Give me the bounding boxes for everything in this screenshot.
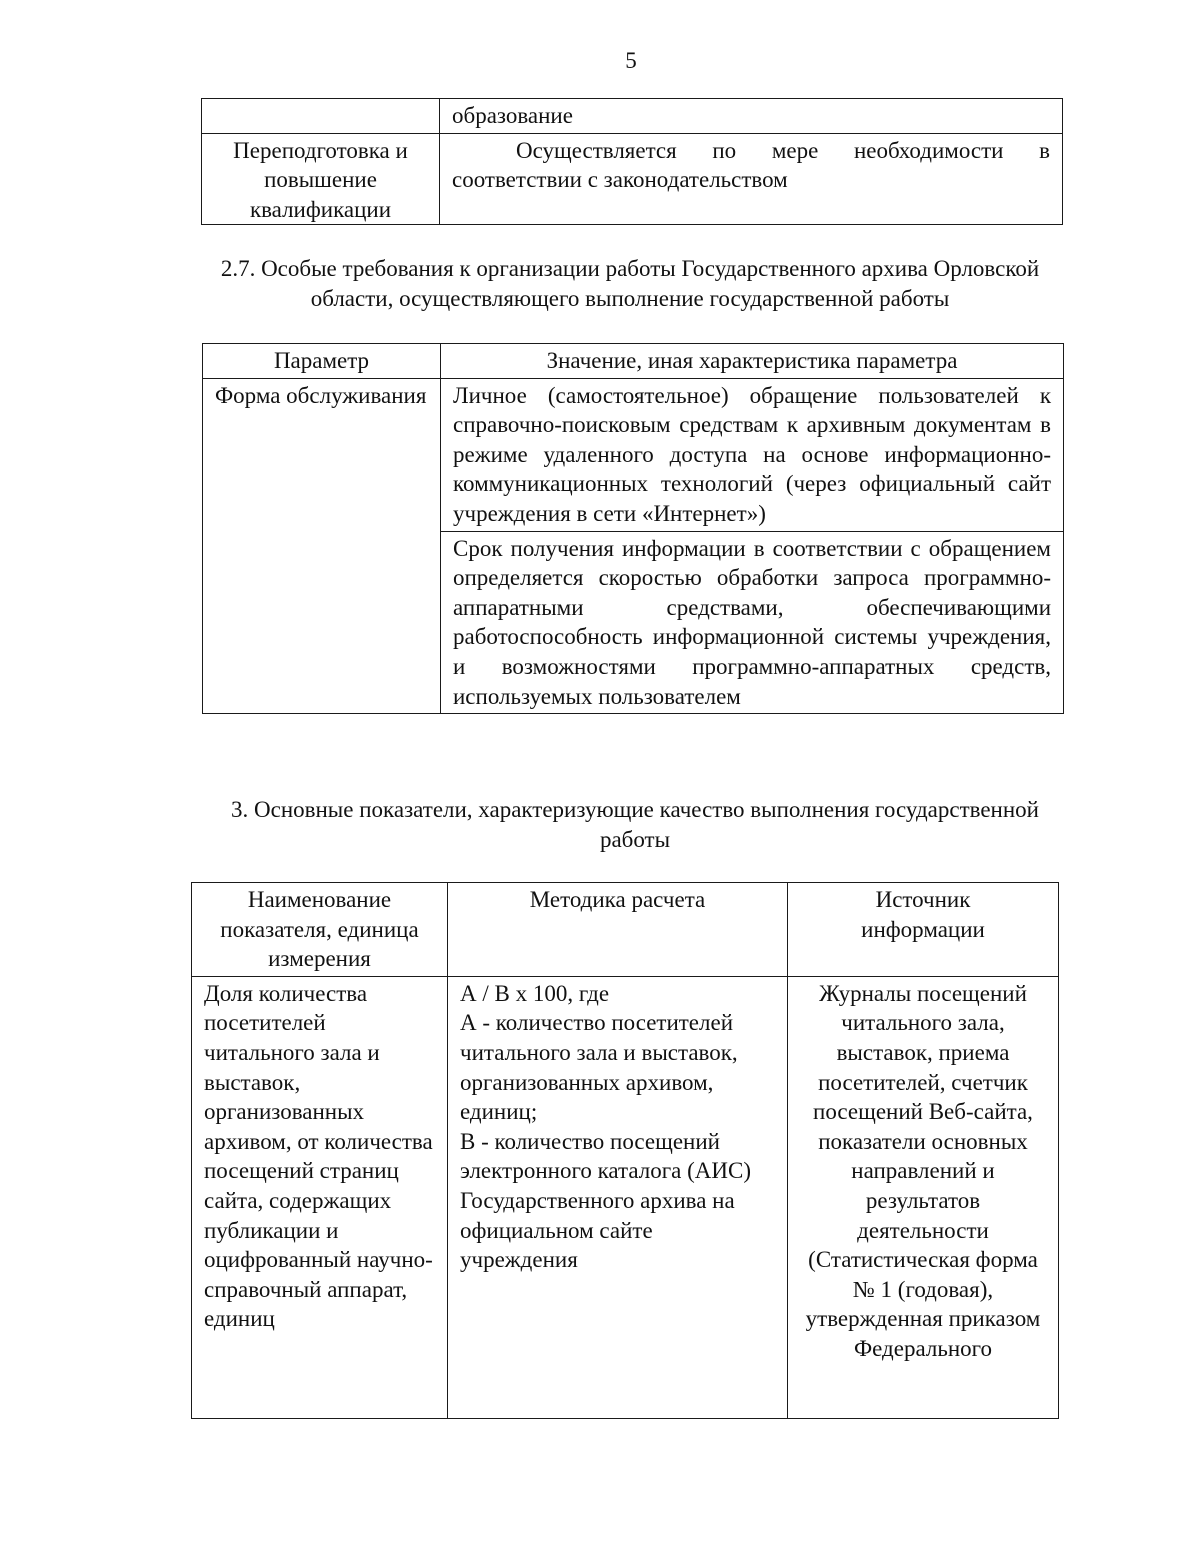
indicator-source: Журналы посещений читального зала, выставок, приема посетителей, счетчик посещений Веб-сайта, показатели основных направлений и результатов деятельности (Статистическая форма № 1 (годовая), утвержденная приказом Федерального [788,976,1059,1418]
column-header-value: Значение, иная характеристика параметра [441,344,1064,379]
table-row [192,976,1059,1418]
method-variable-b: В - количество посещений электронного каталога (АИС) Государственного архива на официальном сайте учреждения [460,1128,752,1273]
table-header-row [192,883,1059,977]
column-header-indicator-name: Наименование показателя, единица измерения [192,883,448,977]
table-special-requirements [202,343,1064,714]
retraining-label: Переподготовка и повышение квалификации [202,133,440,225]
method-variable-a: А - количество посетителей читального зала и выставок, организованных архивом, единиц; [460,1010,738,1125]
column-header-parameter: Параметр [203,344,441,379]
column-header-source: Источник информации [788,883,1059,977]
table-row [202,133,1063,225]
service-form-value-access: Личное (самостоятельное) обращение пользователей к справочно-поисковым средствам к архивным документам в режиме удаленного доступа на основе информационно-коммуникационных технологий (через официальный сайт учреждения в сети «Интернет») [441,378,1064,531]
column-header-method: Методика расчета [448,883,788,977]
service-form-label: Форма обслуживания [203,378,441,714]
table-cell-education: образование [440,99,1063,134]
indicator-method [448,976,788,1418]
page-number: 5 [625,48,637,73]
table-header-row [203,344,1064,379]
method-formula: А / В х 100, где [460,980,610,1006]
table-row [203,378,1064,531]
table-row [202,99,1063,134]
indicator-name: Доля количества посетителей читального зала и выставок, организованных архивом, от количества посещений страниц сайта, содержащих публикации и оцифрованный научно-справочный аппарат, единиц [192,976,448,1418]
retraining-value: Осуществляется по мере необходимости в соответствии с законодательством [440,133,1063,225]
table-cell-empty [202,99,440,134]
section-3-heading: 3. Основные показатели, характеризующие качество выполнения государственной работы [231,797,1039,852]
table-qualification [201,98,1063,225]
service-form-value-term: Срок получения информации в соответствии с обращением определяется скоростью обработки запроса программно-аппаратными средствами, обеспечивающими работоспособность информационной системы учреждения, и возможностями программно-аппаратных средств, используемых пользователем [441,531,1064,714]
table-quality-indicators [191,882,1059,1419]
section-2-7-heading: 2.7. Особые требования к организации работы Государственного архива Орловской области, осуществляющего выполнение государственной работы [220,256,1040,311]
